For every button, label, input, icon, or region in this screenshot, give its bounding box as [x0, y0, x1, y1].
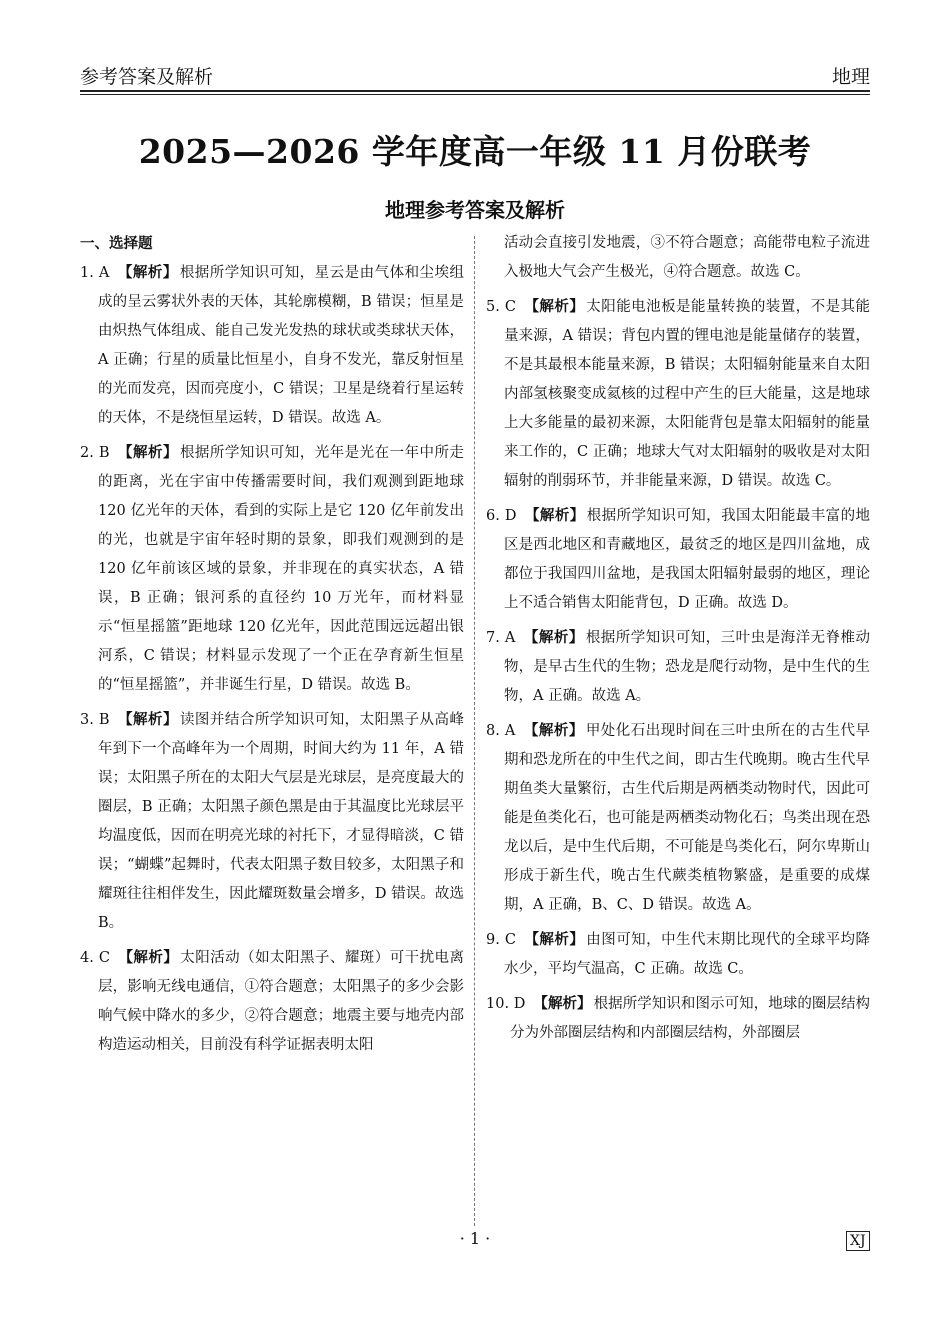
right-column: [486, 229, 870, 1054]
header-rule-thick: [80, 90, 870, 92]
answer-text: 太阳能电池板是能量转换的装置，不是其能量来源，A 错误；背包内置的锂电池是能量储存的装置，不是其最根本能量来源，B 错误；太阳辐射能量来自太阳内部氢核聚变成氦核的过程中产生的巨大能量，这是地球上大多能量的最初来源，太阳能背包是靠太阳辐射的能量来工作的，C 正确；地球大气对太阳辐射的吸收是对太阳辐射的削弱环节，并非能量来源，D 错误。故选 C。: [504, 299, 871, 489]
answer-number: 3. B: [80, 712, 110, 728]
analysis-tag: 【解析】: [117, 265, 178, 281]
answer-item-3: [80, 706, 464, 938]
header-rule-thin: [80, 94, 870, 95]
answer-text: 太阳活动（如太阳黑子、耀斑）可干扰电离层，影响无线电通信，①符合题意；太阳黑子的多少会影响气候中降水的多少，②符合题意；地震主要与地壳内部构造运动相关，目前没有科学证据表明太阳: [98, 950, 465, 1053]
answer-number: 5. C: [486, 299, 516, 315]
analysis-tag: 【解析】: [533, 996, 592, 1012]
analysis-tag: 【解析】: [523, 630, 584, 646]
analysis-tag: 【解析】: [524, 299, 585, 315]
page-number: · 1 ·: [459, 1229, 491, 1248]
analysis-tag: 【解析】: [524, 932, 585, 948]
answer-item-6: [486, 502, 870, 618]
answer-number: 7. A: [486, 630, 516, 646]
answer-item-9: [486, 926, 870, 984]
answer-text: 根据所学知识可知，我国太阳能最丰富的地区是西北地区和青藏地区，最贫乏的地区是四川盆地，成都位于我国四川盆地，是我国太阳辐射最弱的地区，理论上不适合销售太阳能背包，D 正确。故选 D。: [504, 508, 871, 611]
answer-text: 甲处化石出现时间在三叶虫所在的古生代早期和恐龙所在的中生代之间，即古生代晚期。晚古生代早期鱼类大量繁衍，古生代后期是两栖类动物时代，因此可能是鱼类化石，也可能是两栖类动物化石；鸟类出现在恐龙以后，是中生代后期，不可能是鸟类化石，阿尔卑斯山形成于新生代，晚古生代蕨类植物繁盛，是重要的成煤期，A 正确，B、C、D 错误。故选 A。: [504, 723, 871, 913]
page-title: 2025—2026 学年度高一年级 11 月份联考: [138, 132, 812, 171]
answer-item-1: [80, 259, 464, 433]
answer-item-7: [486, 624, 870, 711]
answer-item-10: [486, 990, 870, 1048]
answer-item-4-continued: 活动会直接引发地震，③不符合题意；高能带电粒子流进入极地大气会产生极光，④符合题意。故选 C。: [504, 235, 870, 280]
answer-text: 根据所学知识可知，光年是光在一年中所走的距离，光在宇宙中传播需要时间，我们观测到距地球 120 亿光年的天体，看到的实际上是它 120 亿年前发出的光，也就是宇宙年轻时期的景象，即我们观测到的是 120 亿年前该区域的景象，并非现在的真实状态，A 错误，B 正确；银河系的直径约 10 万光年，而材料显示“恒星摇篮”距地球 120 亿光年，因此范围远远超出银河系，C 错误；材料显示发现了一个正在孕育新生恒星的“恒星摇篮”，并非诞生行星，D 错误。故选 B。: [98, 445, 464, 693]
answer-number: 6. D: [486, 508, 517, 524]
answer-number: 8. A: [486, 723, 516, 739]
analysis-tag: 【解析】: [117, 712, 178, 728]
answer-text: 根据所学知识可知，三叶虫是海洋无脊椎动物，是早古生代的生物；恐龙是爬行动物，是中生代的生物，A 正确。故选 A。: [504, 630, 871, 704]
page-header: [80, 58, 870, 90]
analysis-tag: 【解析】: [524, 508, 585, 524]
left-column: [80, 229, 464, 1066]
header-subject: 地理: [831, 66, 870, 88]
analysis-tag: 【解析】: [118, 950, 179, 966]
answer-number: 4. C: [80, 950, 110, 966]
edition-code: XJ: [846, 1231, 870, 1251]
analysis-tag: 【解析】: [117, 445, 178, 461]
answer-number: 10. D: [486, 996, 526, 1012]
answer-item-2: [80, 439, 464, 700]
answer-text: 由图可知，中生代末期比现代的全球平均降水少，平均气温高，C 正确。故选 C。: [504, 932, 871, 977]
section-heading: 一、选择题: [80, 236, 153, 252]
analysis-tag: 【解析】: [523, 723, 584, 739]
answer-number: 1. A: [80, 265, 110, 281]
column-divider: [474, 236, 475, 1226]
page-subtitle: 地理参考答案及解析: [385, 198, 565, 222]
answer-text: 根据所学知识和图示可知，地球的圈层结构分为外部圈层结构和内部圈层结构，外部圈层: [510, 996, 871, 1041]
answer-text: 读图并结合所学知识可知，太阳黑子从高峰年到下一个高峰年为一个周期，时间大约为 11 年，A 错误；太阳黑子所在的太阳大气层是光球层，是亮度最大的圈层，B 正确；太阳黑子颜色黑是由于其温度比光球层平均温度低，因而在明亮光球的衬托下，才显得暗淡，C 错误；“蝴蝶”起舞时，代表太阳黑子数目较多，太阳黑子和耀斑往往相伴发生，因此耀斑数量会增多，D 错误。故选 B。: [98, 712, 464, 931]
header-left-title: 参考答案及解析: [80, 66, 214, 88]
answer-number: 9. C: [486, 932, 516, 948]
answer-item-5: [486, 293, 870, 496]
answer-item-4: [80, 944, 464, 1060]
answer-text: 根据所学知识可知，星云是由气体和尘埃组成的呈云雾状外表的天体，其轮廓模糊，B 错误；恒星是由炽热气体组成、能自己发光发热的球状或类球状天体，A 正确；行星的质量比恒星小，自身不发光，靠反射恒星的光而发亮，因而亮度小，C 错误；卫星是绕着行星运转的天体，不是绕恒星运转，D 错误。故选 A。: [98, 265, 465, 426]
answer-item-8: [486, 717, 870, 920]
answer-number: 2. B: [80, 445, 110, 461]
